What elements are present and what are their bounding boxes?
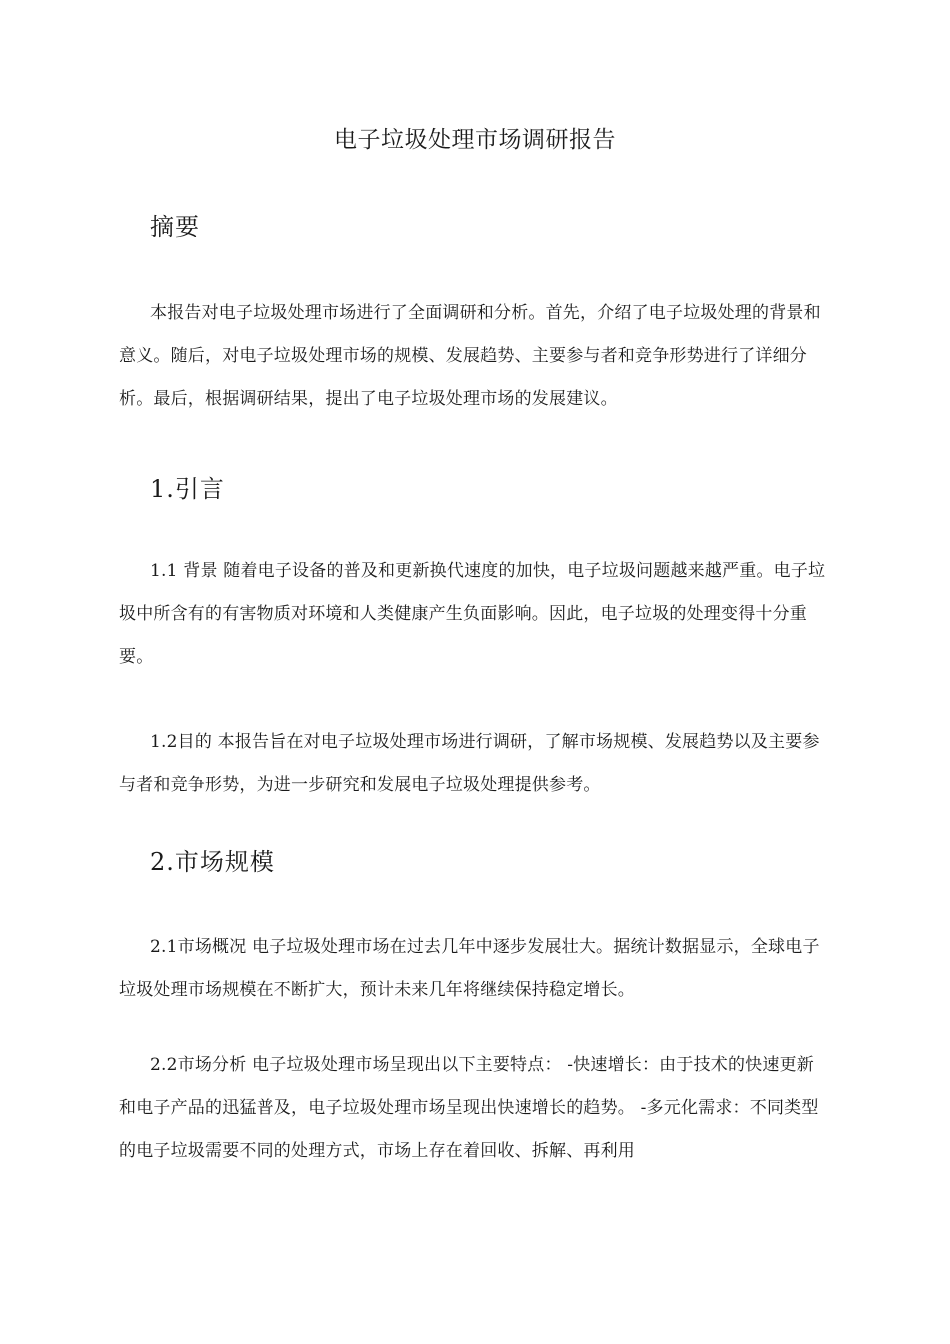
section-heading-abstract: 摘要: [150, 213, 200, 241]
document-title: 电子垃圾处理市场调研报告: [334, 127, 616, 153]
purpose-paragraph: 1.2目的 本报告旨在对电子垃圾处理市场进行调研，了解市场规模、发展趋势以及主要参与者和竞争形势，为进一步研究和发展电子垃圾处理提供参考。: [119, 732, 820, 795]
background-paragraph: 1.1 背景 随着电子设备的普及和更新换代速度的加快，电子垃圾问题越来越严重。电子垃圾中所含有的有害物质对环境和人类健康产生负面影响。因此，电子垃圾的处理变得十分重要。: [119, 561, 826, 667]
abstract-paragraph: 本报告对电子垃圾处理市场进行了全面调研和分析。首先，介绍了电子垃圾处理的背景和意义。随后，对电子垃圾处理市场的规模、发展趋势、主要参与者和竞争形势进行了详细分析。最后，根据调研结果，提出了电子垃圾处理市场的发展建议。: [119, 303, 821, 409]
market-analysis-paragraph: 2.2市场分析 电子垃圾处理市场呈现出以下主要特点： -快速增长：由于技术的快速更新和电子产品的迅猛普及，电子垃圾处理市场呈现出快速增长的趋势。 -多元化需求：不同类型的电子垃圾需要不同的处理方式，市场上存在着回收、拆解、再利用: [119, 1055, 819, 1161]
section-heading-introduction: 1.引言: [150, 475, 225, 503]
section-heading-market-size: 2.市场规模: [150, 848, 275, 876]
market-overview-paragraph: 2.1市场概况 电子垃圾处理市场在过去几年中逐步发展壮大。据统计数据显示，全球电子垃圾处理市场规模在不断扩大，预计未来几年将继续保持稳定增长。: [119, 937, 820, 1000]
